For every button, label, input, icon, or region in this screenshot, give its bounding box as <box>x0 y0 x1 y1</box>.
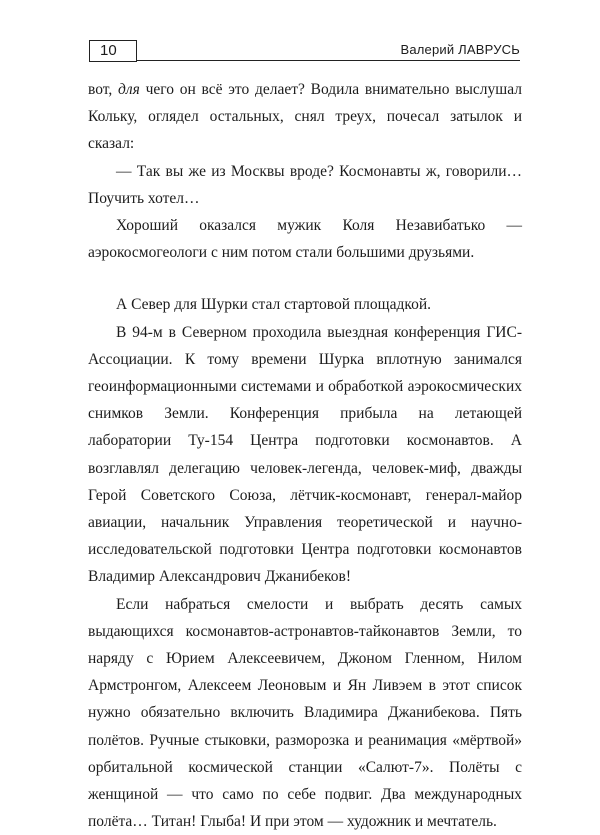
page-header <box>89 40 520 65</box>
paragraph: Если набраться смелости и выбрать десять самых выдающихся космонавтов-астронавтов-тайконавтов Земли, то наряду с Юрием Алексеевичем, Джоном Гленном, Нилом Армстронгом, Алексеем Леоновым и Ян Ливэем в этот список нужно обязательно включить Владимира Джанибекова. Пять полётов. Ручные стыковки, разморозка и реанимация «мёртвой» орбитальной космической станции «Салют-7». Полёты с женщиной — что само по себе подвиг. Два международных полёта… Титан! Глыба! И при этом — художник и мечтатель. <box>88 595 522 831</box>
paragraph-text: вот, <box>88 81 118 98</box>
italic-word: для <box>118 81 140 98</box>
header-rule <box>137 60 520 61</box>
paragraph-text: чего он всё это делает? Водила внимательно выслушал Кольку, оглядел остальных, снял треух, почесал затылок и сказал: <box>88 81 522 153</box>
paragraph <box>88 76 522 158</box>
paragraph: А Север для Шурки стал стартовой площадкой. <box>116 296 432 314</box>
running-head-author: Валерий ЛАВРУСЬ <box>400 42 520 57</box>
paragraph: В 94-м в Северном проходила выездная конференция ГИС-Ассоциации. К тому времени Шурка вплотную занимался геоинформационными системами и обработкой аэрокосмических снимков Земли. Конференция прибыла на летающей лаборатории Ту-154 Центра подготовки космонавтов. А возглавлял делегацию человек-легенда, человек-миф, дважды Герой Советского Союза, лётчик-космонавт, генерал-майор авиации, начальник Управления теоретической и научно-исследовательской подготовки Центра подготовки космонавтов Владимир Александрович Джанибеков! <box>88 323 522 586</box>
section-break <box>88 266 522 291</box>
paragraph-dialogue: — Так вы же из Москвы вроде? Космонавты ж, говорили… Поучить хотел… <box>88 162 522 207</box>
page-body <box>88 76 522 835</box>
paragraph: Хороший оказался мужик Коля Незавибатько — аэрокосмогеологи с ним потом стали большими друзьями. <box>88 217 522 262</box>
page-number: 10 <box>89 40 137 62</box>
